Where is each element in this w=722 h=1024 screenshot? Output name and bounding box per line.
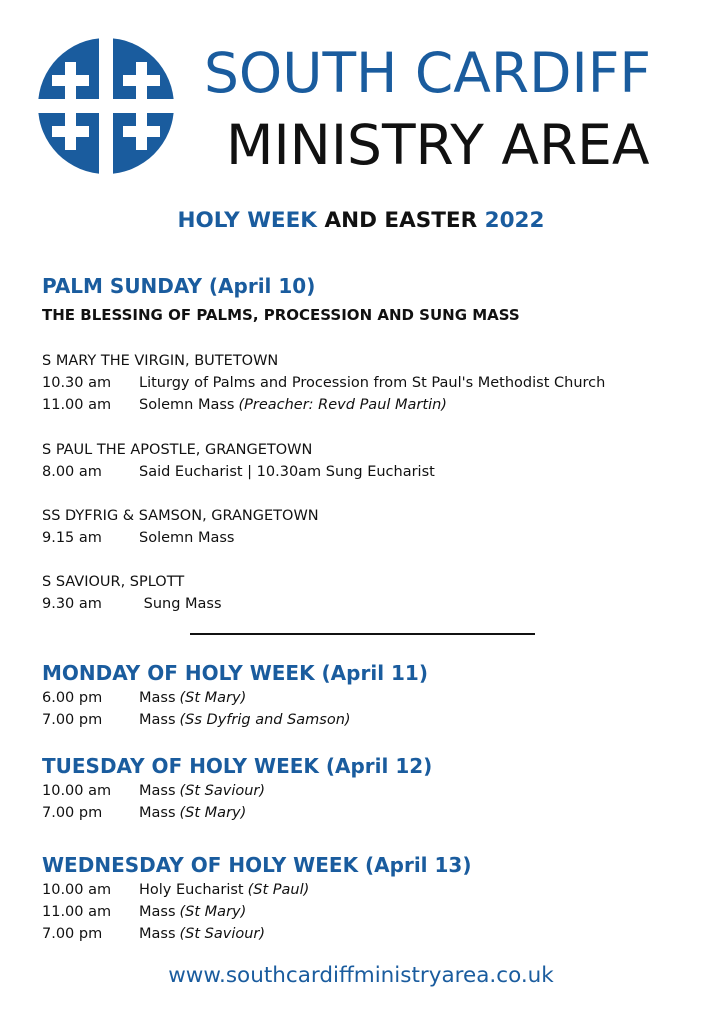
- palm-sunday-section: [42, 272, 520, 326]
- service-desc: Sung Mass: [139, 596, 222, 612]
- section-divider: [190, 633, 535, 635]
- title-line-1: SOUTH CARDIFF: [204, 41, 651, 105]
- service-note: (St Mary): [179, 690, 247, 706]
- service-row: [42, 709, 428, 731]
- church-block: [42, 505, 319, 549]
- service-row: [42, 593, 222, 615]
- service-time: 9.30 am: [42, 596, 102, 612]
- service-row: [42, 879, 471, 901]
- service-time: 10.00 am: [42, 882, 112, 898]
- service-desc: Liturgy of Palms and Procession from St Paul's Methodist Church: [139, 375, 606, 391]
- service-row: [42, 372, 605, 394]
- service-time: 9.15 am: [42, 530, 102, 546]
- service-row: [42, 394, 605, 416]
- website-link[interactable]: www.southcardiffministryarea.co.uk: [168, 963, 554, 988]
- church-name: S PAUL THE APOSTLE, GRANGETOWN: [42, 442, 313, 458]
- subtitle-part-3: 2022: [484, 208, 545, 233]
- service-desc: Mass: [139, 690, 176, 706]
- church-name: S SAVIOUR, SPLOTT: [42, 574, 185, 590]
- service-time: 7.00 pm: [42, 712, 103, 728]
- palm-sunday-heading: PALM SUNDAY (April 10): [42, 274, 316, 298]
- service-row: [42, 687, 428, 709]
- subtitle-part-2: AND EASTER: [324, 208, 478, 233]
- service-desc: Mass: [139, 712, 176, 728]
- service-row: [42, 461, 435, 483]
- church-block: [42, 571, 222, 615]
- service-time: 11.00 am: [42, 904, 112, 920]
- service-row: [42, 780, 432, 802]
- service-desc: Mass: [139, 904, 176, 920]
- service-time: 6.00 pm: [42, 690, 103, 706]
- service-desc: Said Eucharist | 10.30am Sung Eucharist: [139, 464, 435, 480]
- service-note: (St Saviour): [179, 783, 266, 799]
- service-desc: Mass: [139, 783, 176, 799]
- service-note: (St Mary): [179, 805, 247, 821]
- service-time: 10.30 am: [42, 375, 112, 391]
- church-name: S MARY THE VIRGIN, BUTETOWN: [42, 353, 279, 369]
- service-note: (St Saviour): [179, 926, 266, 942]
- tuesday-section: [42, 752, 432, 824]
- church-name: SS DYFRIG & SAMSON, GRANGETOWN: [42, 508, 319, 524]
- monday-heading: MONDAY OF HOLY WEEK (April 11): [42, 661, 428, 685]
- service-note: (St Paul): [247, 882, 310, 898]
- service-desc: Holy Eucharist: [139, 882, 244, 898]
- service-note: (Ss Dyfrig and Samson): [179, 712, 351, 728]
- service-time: 11.00 am: [42, 397, 112, 413]
- church-block: [42, 350, 605, 416]
- service-desc: Mass: [139, 805, 176, 821]
- service-time: 7.00 pm: [42, 805, 103, 821]
- subtitle-part-1: HOLY WEEK: [177, 208, 317, 233]
- service-time: 7.00 pm: [42, 926, 103, 942]
- tuesday-heading: TUESDAY OF HOLY WEEK (April 12): [42, 754, 433, 778]
- service-time: 10.00 am: [42, 783, 112, 799]
- service-note: (St Mary): [179, 904, 247, 920]
- service-desc: Solemn Mass: [139, 397, 235, 413]
- four-crosses-logo-icon: [38, 38, 174, 174]
- church-block: [42, 439, 435, 483]
- service-row: [42, 901, 471, 923]
- service-time: 8.00 am: [42, 464, 102, 480]
- wednesday-section: [42, 851, 471, 945]
- title-line-2: MINISTRY AREA: [226, 113, 650, 177]
- service-desc: Solemn Mass: [139, 530, 235, 546]
- wednesday-heading: WEDNESDAY OF HOLY WEEK (April 13): [42, 853, 472, 877]
- service-note: (Preacher: Revd Paul Martin): [238, 397, 447, 413]
- monday-section: [42, 659, 428, 731]
- service-row: [42, 802, 432, 824]
- palm-sunday-subheading: THE BLESSING OF PALMS, PROCESSION AND SUNG MASS: [42, 306, 520, 324]
- service-row: [42, 527, 319, 549]
- service-desc: Mass: [139, 926, 176, 942]
- page-subtitle: [0, 206, 722, 236]
- service-row: [42, 923, 471, 945]
